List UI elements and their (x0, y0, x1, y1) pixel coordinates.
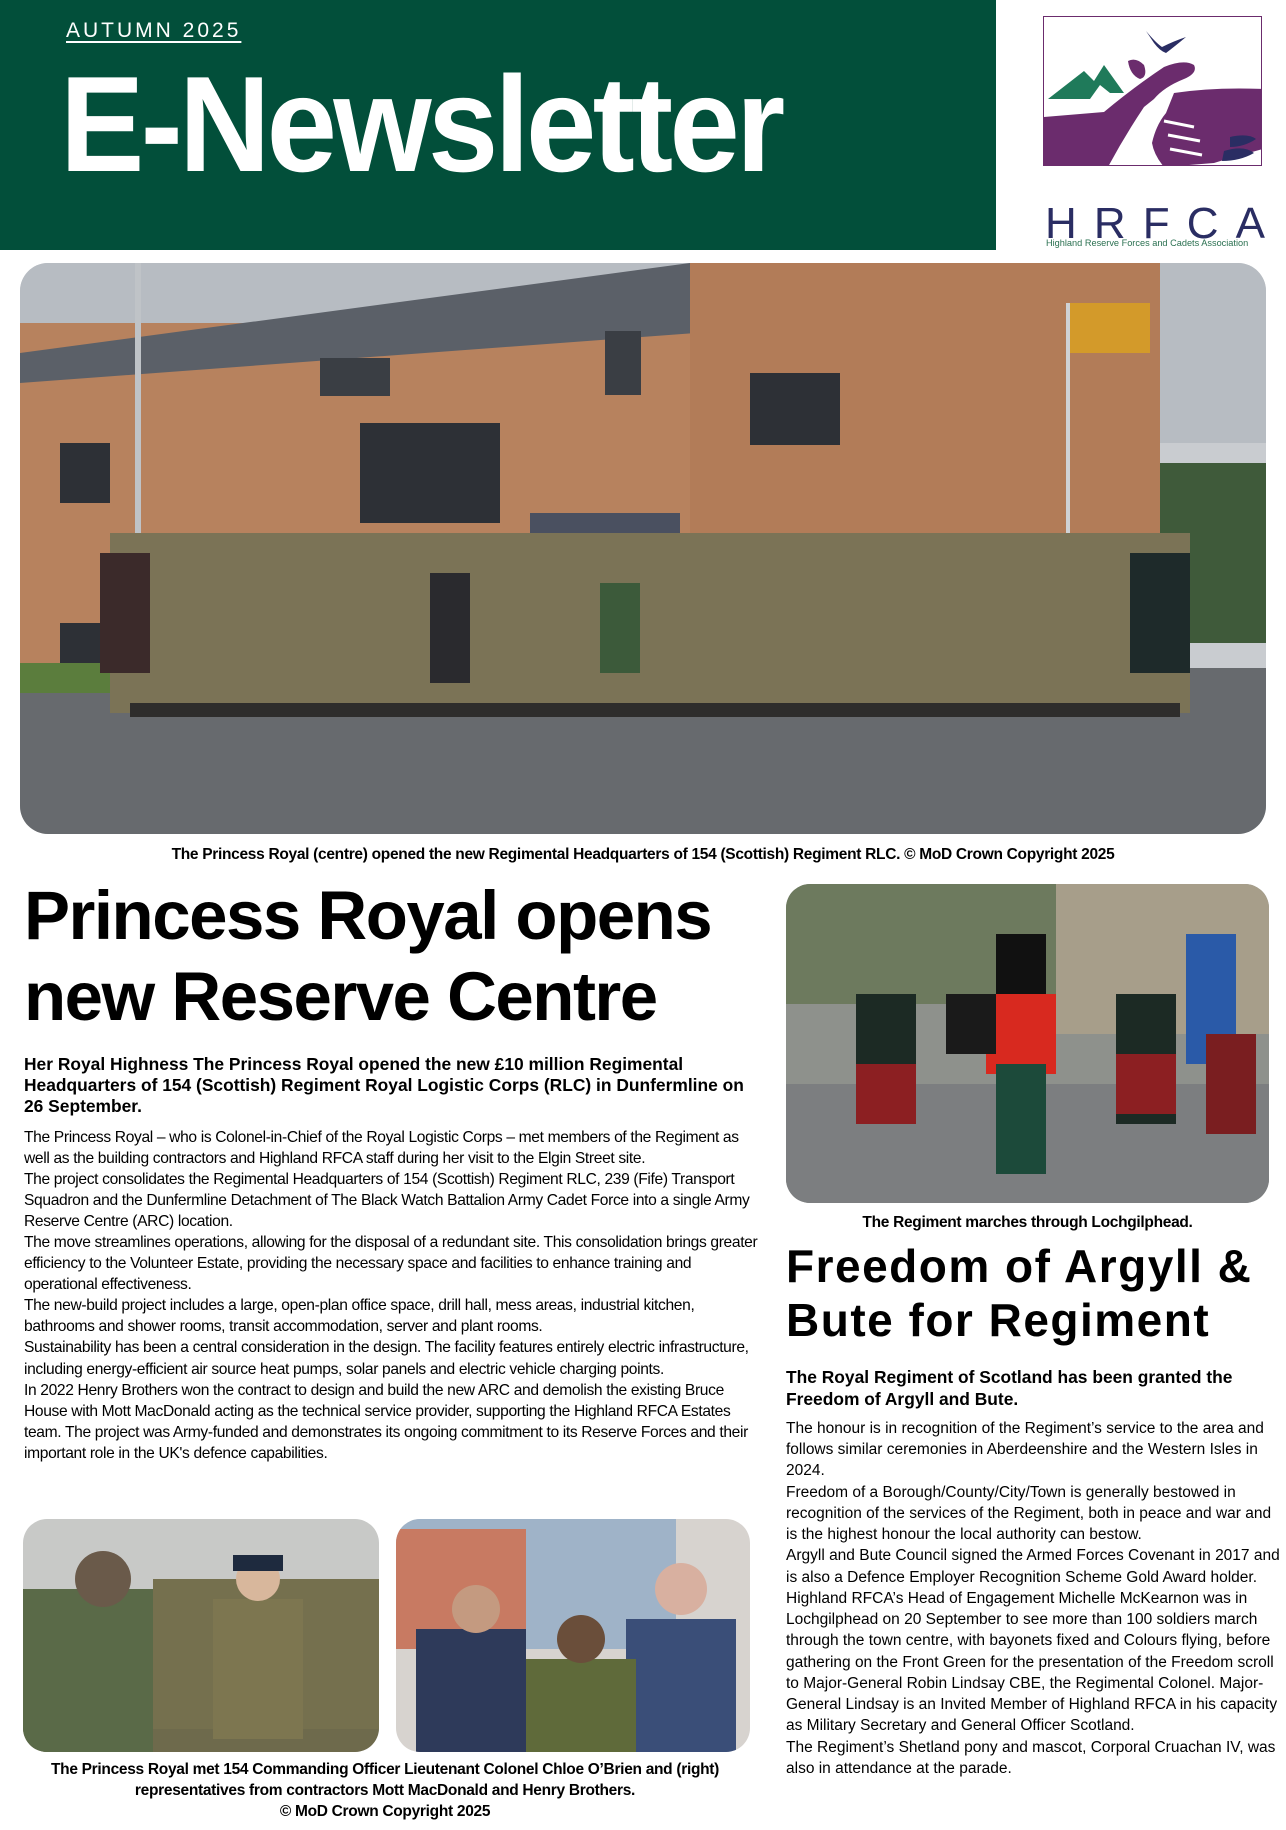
article1-standfirst: Her Royal Highness The Princess Royal opened the new £10 million Regimental Headquarters of 154 (Scottish) Regiment Royal Logistic Corps (RLC) in Dunfermline on 26 September. (24, 1054, 744, 1117)
photo-contractor-representatives (396, 1519, 750, 1752)
photo-regiment-march (786, 884, 1269, 1203)
article1-paragraph: Sustainability has been a central consideration in the design. The facility features entirely electric infrastructure, including energy-efficient air source heat pumps, solar panels and electric vehicle charging points. (24, 1339, 749, 1378)
article1-headline: Princess Royal opens new Reserve Centre (24, 877, 712, 1036)
article1-paragraph: In 2022 Henry Brothers won the contract to design and build the new ARC and demolish the existing Bruce House with Mott MacDonald acting as the technical service provider, supporting the Highland RFCA Estates team. The project was Army-funded and demonstrates its ongoing commitment to its Reserve Forces and their important role in the UK's defence capabilities. (24, 1381, 748, 1462)
logo-emblem (1043, 16, 1262, 166)
article2-paragraph: Highland RFCA’s Head of Engagement Michelle McKearnon was in Lochgilphead on 20 September to see more than 100 soldiers march through the town centre, with bayonets fixed and Colours flying, before gathering on the Front Green for the presentation of the Freedom scroll to Major-General Robin Lindsay CBE, the Regimental Colonel. Major-General Lindsay is an Invited Member of Highland RFCA in his capacity as Military Secretary and General Officer Scotland. (786, 1589, 1278, 1735)
hero-photo-regiment-group (20, 263, 1266, 834)
article1-paragraph: The project consolidates the Regimental Headquarters of 154 (Scottish) Regiment RLC, 239 (Fife) Transport Squadron and the Dunfermline Detachment of The Black Watch Battalion Army Cadet Force into a single Army Reserve Centre (ARC) location. (24, 1171, 750, 1231)
handshake-icon (1044, 17, 1262, 166)
logo-full-name: Highland Reserve Forces and Cadets Association (1046, 238, 1249, 248)
newsletter-title: E-Newsletter (60, 48, 782, 200)
article1-body (24, 1127, 764, 1464)
article1-paragraph: The new-build project includes a large, open-plan office space, drill hall, mess areas, industrial kitchen, bathrooms and shower rooms, transit accommodation, server and plant rooms. (24, 1297, 695, 1336)
march-caption: The Regiment marches through Lochgilphead. (862, 1214, 1193, 1231)
article2-standfirst: The Royal Regiment of Scotland has been granted the Freedom of Argyll and Bute. (786, 1367, 1233, 1409)
article2-paragraph: Argyll and Bute Council signed the Armed Forces Covenant in 2017 and is also a Defence Employer Recognition Scheme Gold Award holder. (786, 1547, 1280, 1586)
hrfca-logo (1043, 16, 1265, 252)
article2-paragraph: The Regiment’s Shetland pony and mascot, Corporal Cruachan IV, was also in attendance at the parade. (786, 1738, 1276, 1777)
logo-acronym: H R F C A (1045, 199, 1265, 248)
article1-paragraph: The Princess Royal – who is Colonel-in-Chief of the Royal Logistic Corps – met members of the Regiment as well as the building contractors and Highland RFCA staff during her visit to the Elgin Street site. (24, 1129, 739, 1168)
handshake-photo-image (23, 1519, 379, 1752)
article1-paragraph: The move streamlines operations, allowing for the disposal of a redundant site. This consolidation brings greater efficiency to the Volunteer Estate, providing the necessary space and facilities to enhance training and operational effectiveness. (24, 1234, 758, 1294)
masthead (0, 0, 996, 250)
group-photo-image (20, 263, 1266, 834)
article2-paragraph: Freedom of a Borough/County/City/Town is generally bestowed in recognition of the services of the Regiment, both in peace and war and is the highest honour the local authority can bestow. (786, 1483, 1272, 1544)
bottom-photos-caption: The Princess Royal met 154 Commanding Officer Lieutenant Colonel Chloe O’Brien and (right) representatives from contractors Mott MacDonald and Henry Brothers. © MoD Crown Copyright 2025 (50, 1761, 720, 1820)
hero-caption: The Princess Royal (centre) opened the new Regimental Headquarters of 154 (Scottish) Regiment RLC. © MoD Crown Copyright 2025 (171, 846, 1115, 863)
contractors-photo-image (396, 1519, 750, 1752)
article2-headline: Freedom of Argyll & Bute for Regiment (786, 1240, 1253, 1346)
article2-body (786, 1418, 1281, 1779)
article2-paragraph: The honour is in recognition of the Regiment’s service to the area and follows similar ceremonies in Aberdeenshire and the Western Isles in 2024. (786, 1420, 1264, 1480)
march-photo-image (786, 884, 1269, 1203)
issue-label: AUTUMN 2025 (66, 19, 242, 42)
photo-princess-meets-commanding-officer (23, 1519, 379, 1752)
